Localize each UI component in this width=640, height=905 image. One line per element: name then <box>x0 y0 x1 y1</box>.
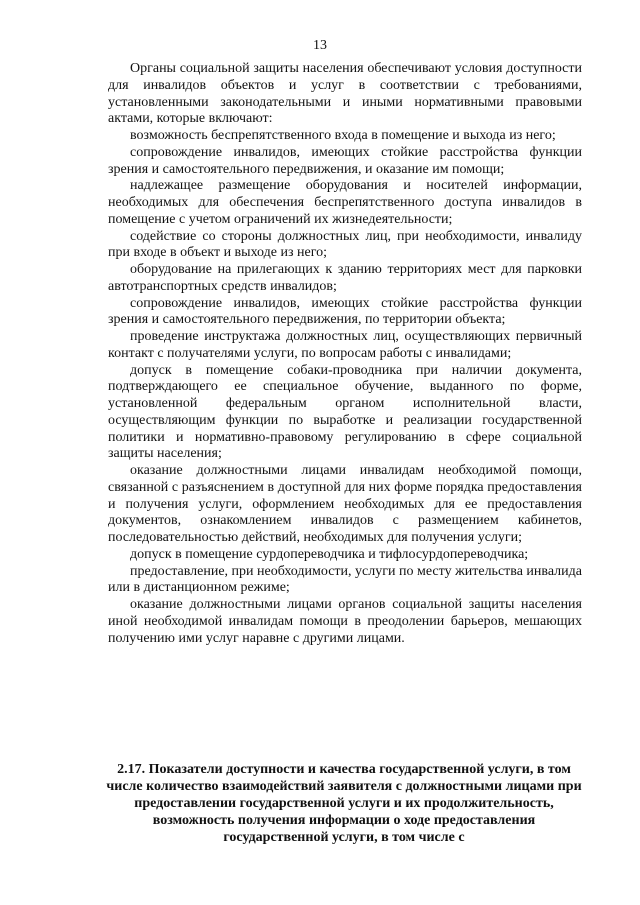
list-item: допуск в помещение собаки-проводника при наличии документа, подтверждающего ее специальное обучение, выданного по форме, установленной федеральным органом исполнительной власти, осуществляющим функции по выработке и реализации государственной политики и нормативно-правовому регулированию в сфере социальной защиты населения; <box>108 362 582 462</box>
section-heading: 2.17. Показатели доступности и качества государственной услуги, в том числе количество взаимодействий заявителя с должностными лицами при предоставлении государственной услуги и их продолжительность, возможность получения информации о ходе предоставления государственной услуги, в том числе с <box>106 762 582 845</box>
paragraph-intro: Органы социальной защиты населения обеспечивают условия доступности для инвалидов объектов и услуг в соответствии с требованиями, установленными законодательными и иными нормативными правовыми актами, которые включают: <box>108 61 582 127</box>
list-item: содействие со стороны должностных лиц, при необходимости, инвалиду при входе в объект и выходе из него; <box>108 228 582 261</box>
page-number: 13 <box>313 38 327 53</box>
list-item: оказание должностными лицами органов социальной защиты населения иной необходимой инвалидам помощи в преодолении барьеров, мешающих получению ими услуг наравне с другими лицами. <box>108 597 582 646</box>
list-item: оказание должностными лицами инвалидам необходимой помощи, связанной с разъяснением в доступной для них форме порядка предоставления и получения услуги, оформлением необходимых для ее предоставления документов, ознакомлением инвалидов с размещением кабинетов, последовательностью действий, необходимых для получения услуги; <box>108 463 582 545</box>
list-item: сопровождение инвалидов, имеющих стойкие расстройства функции зрения и самостоятельного передвижения, по территории объекта; <box>108 295 582 328</box>
list-item: предоставление, при необходимости, услуги по месту жительства инвалида или в дистанционном режиме; <box>108 563 582 596</box>
list-item: допуск в помещение сурдопереводчика и тифлосурдопереводчика; <box>130 546 529 562</box>
list-item: сопровождение инвалидов, имеющих стойкие расстройства функции зрения и самостоятельного передвижения, и оказание им помощи; <box>108 144 582 177</box>
list-item: проведение инструктажа должностных лиц, осуществляющих первичный контакт с получателями услуги, по вопросам работы с инвалидами; <box>108 329 582 361</box>
list-item: надлежащее размещение оборудования и носителей информации, необходимых для обеспечения беспрепятственного доступа инвалидов в помещение с учетом ограничений их жизнедеятельности; <box>108 178 582 227</box>
document-body <box>108 61 582 647</box>
list-item: возможность беспрепятственного входа в помещение и выхода из него; <box>130 128 556 143</box>
list-item: оборудование на прилегающих к зданию территориях мест для парковки автотранспортных средств инвалидов; <box>108 262 582 294</box>
